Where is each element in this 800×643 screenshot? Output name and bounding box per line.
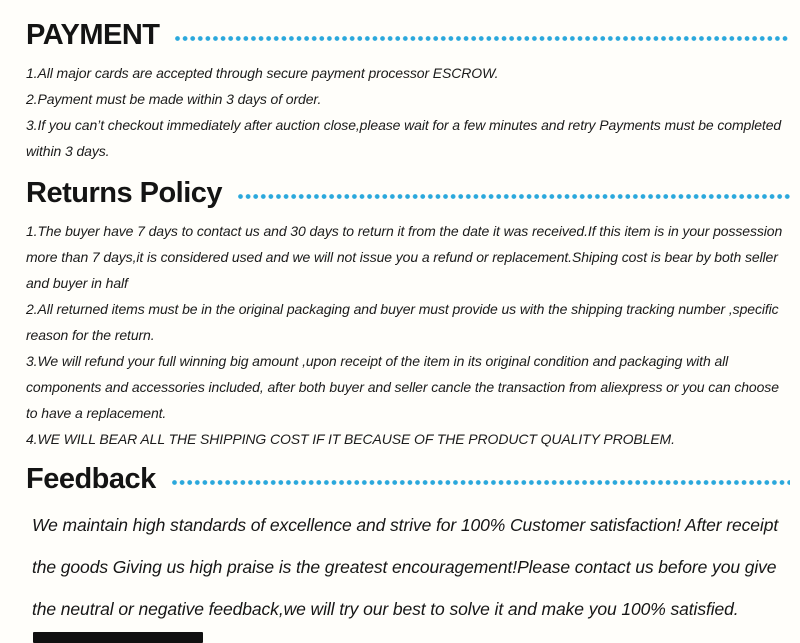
section-feedback [26, 464, 790, 630]
returns-item-4: 4.WE WILL BEAR ALL THE SHIPPING COST IF IT BECAUSE OF THE PRODUCT QUALITY PROBLEM. [26, 430, 675, 447]
returns-item-2: 2.All returned items must be in the original packaging and buyer must provide us with the shipping tracking number ,specific reason for the return. [26, 300, 779, 343]
returns-policy-title: Returns Policy [26, 176, 223, 209]
dotted-divider [175, 36, 790, 41]
next-section-heading-cutoff [33, 632, 203, 643]
returns-item-3: 3.We will refund your full winning big amount ,upon receipt of the item in its original condition and packaging with all components and accessories included, after both buyer and seller cancle the transaction from aliexpress or you can choose to have a replacement. [26, 352, 779, 421]
section-payment [26, 20, 790, 164]
payment-item-1: 1.All major cards are accepted through secure payment processor ESCROW. [26, 64, 499, 81]
payment-heading-row [26, 20, 790, 52]
dotted-divider [172, 480, 790, 485]
feedback-paragraph: We maintain high standards of excellence and strive for 100% Customer satisfaction! After receipt the goods Giving us high praise is the greatest encouragement!Please contact us before you give the neutral or negative feedback,we will try our best to solve it and make you 100% satisfied. [32, 514, 779, 619]
payment-title: PAYMENT [26, 19, 160, 51]
payment-item-2: 2.Payment must be made within 3 days of order. [26, 90, 322, 107]
section-returns-policy [26, 178, 790, 452]
dotted-divider [238, 194, 790, 199]
payment-item-3: 3.If you can’t checkout immediately after auction close,please wait for a few minutes and retry Payments must be completed within 3 days. [26, 116, 782, 159]
feedback-heading-row [26, 464, 790, 496]
returns-item-1: 1.The buyer have 7 days to contact us and 30 days to return it from the date it was received.If this item is in your possession more than 7 days,it is considered used and we will not issue you a refund or replacement.Shiping cost is bear by both seller and buyer in half [26, 222, 783, 291]
returns-heading-row [26, 178, 790, 210]
feedback-title: Feedback [26, 462, 156, 495]
